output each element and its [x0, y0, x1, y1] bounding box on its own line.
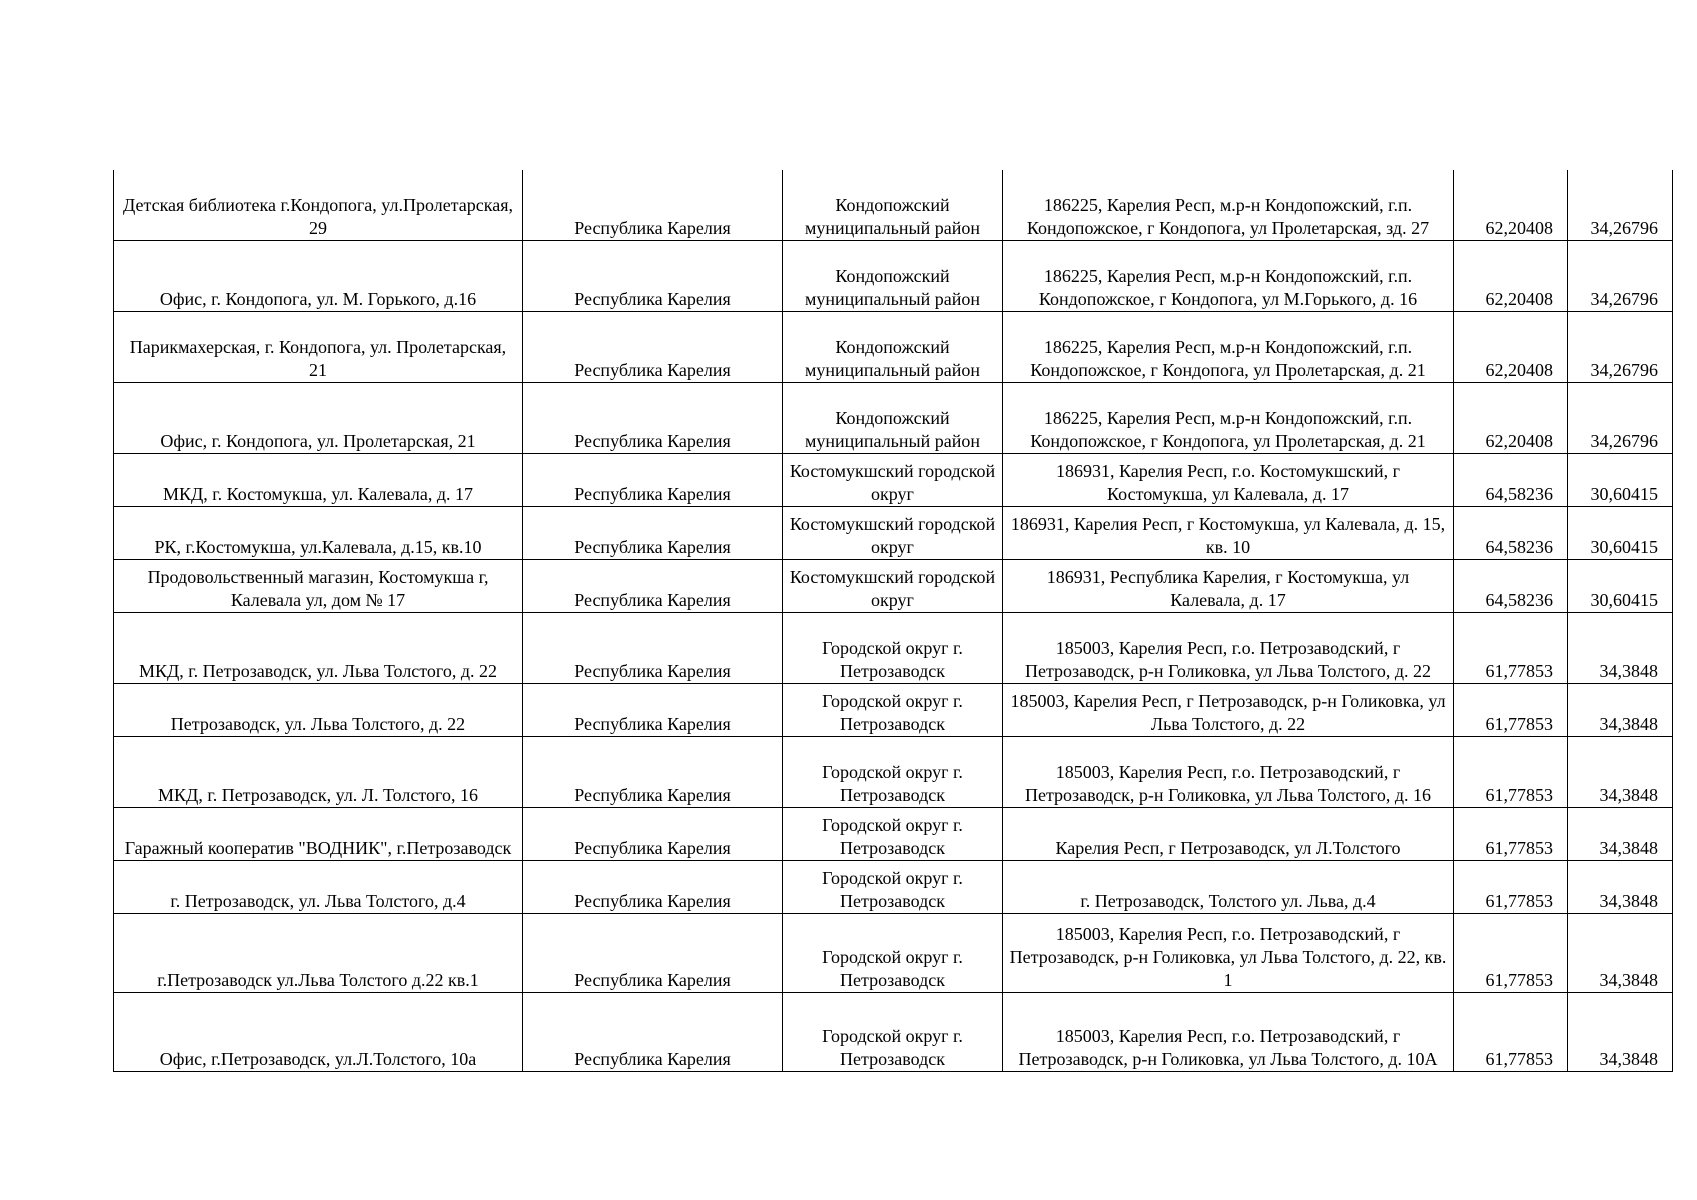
latitude-cell: 61,77853 [1454, 736, 1568, 807]
table-row [114, 736, 1673, 807]
object-name-cell: г.Петрозаводск ул.Льва Толстого д.22 кв.1 [114, 913, 523, 992]
latitude-cell: 64,58236 [1454, 506, 1568, 559]
object-name-cell: Парикмахерская, г. Кондопога, ул. Пролетарская, 21 [114, 311, 523, 382]
table-row [114, 860, 1673, 913]
region-cell: Республика Карелия [523, 559, 783, 612]
district-cell: Кондопожский муниципальный район [783, 382, 1003, 453]
address-table [113, 170, 1673, 1072]
district-cell: Костомукшский городской округ [783, 453, 1003, 506]
longitude-cell: 34,26796 [1568, 170, 1673, 240]
region-cell: Республика Карелия [523, 240, 783, 311]
object-name-cell: Детская библиотека г.Кондопога, ул.Пролетарская, 29 [114, 170, 523, 240]
region-cell: Республика Карелия [523, 807, 783, 860]
longitude-cell: 30,60415 [1568, 506, 1673, 559]
latitude-cell: 64,58236 [1454, 559, 1568, 612]
district-cell: Городской округ г. Петрозаводск [783, 913, 1003, 992]
district-cell: Кондопожский муниципальный район [783, 311, 1003, 382]
longitude-cell: 30,60415 [1568, 559, 1673, 612]
table-row [114, 683, 1673, 736]
region-cell: Республика Карелия [523, 453, 783, 506]
district-cell: Кондопожский муниципальный район [783, 240, 1003, 311]
address-cell: 185003, Карелия Респ, г.о. Петрозаводский, г Петрозаводск, р-н Голиковка, ул Льва Толстого, д. 22 [1003, 612, 1454, 683]
table-row [114, 807, 1673, 860]
latitude-cell: 61,77853 [1454, 860, 1568, 913]
address-cell: 186225, Карелия Респ, м.р-н Кондопожский, г.п. Кондопожское, г Кондопога, ул Пролетарская, д. 21 [1003, 311, 1454, 382]
district-cell: Городской округ г. Петрозаводск [783, 683, 1003, 736]
object-name-cell: г. Петрозаводск, ул. Льва Толстого, д.4 [114, 860, 523, 913]
region-cell: Республика Карелия [523, 612, 783, 683]
address-cell: Карелия Респ, г Петрозаводск, ул Л.Толстого [1003, 807, 1454, 860]
address-cell: 186225, Карелия Респ, м.р-н Кондопожский, г.п. Кондопожское, г Кондопога, ул М.Горького, д. 16 [1003, 240, 1454, 311]
longitude-cell: 34,3848 [1568, 913, 1673, 992]
longitude-cell: 34,26796 [1568, 382, 1673, 453]
latitude-cell: 61,77853 [1454, 992, 1568, 1071]
table-row [114, 992, 1673, 1071]
longitude-cell: 34,3848 [1568, 736, 1673, 807]
region-cell: Республика Карелия [523, 992, 783, 1071]
latitude-cell: 61,77853 [1454, 807, 1568, 860]
region-cell: Республика Карелия [523, 736, 783, 807]
district-cell: Кондопожский муниципальный район [783, 170, 1003, 240]
address-cell: 186931, Карелия Респ, г.о. Костомукшский, г Костомукша, ул Калевала, д. 17 [1003, 453, 1454, 506]
address-cell: 185003, Карелия Респ, г Петрозаводск, р-н Голиковка, ул Льва Толстого, д. 22 [1003, 683, 1454, 736]
longitude-cell: 34,3848 [1568, 807, 1673, 860]
address-cell: 185003, Карелия Респ, г.о. Петрозаводский, г Петрозаводск, р-н Голиковка, ул Льва Толстого, д. 16 [1003, 736, 1454, 807]
longitude-cell: 34,26796 [1568, 240, 1673, 311]
address-cell: 186225, Карелия Респ, м.р-н Кондопожский, г.п. Кондопожское, г Кондопога, ул Пролетарская, д. 21 [1003, 382, 1454, 453]
latitude-cell: 64,58236 [1454, 453, 1568, 506]
district-cell: Городской округ г. Петрозаводск [783, 736, 1003, 807]
address-cell: 185003, Карелия Респ, г.о. Петрозаводский, г Петрозаводск, р-н Голиковка, ул Льва Толстого, д. 22, кв. 1 [1003, 913, 1454, 992]
table-row [114, 612, 1673, 683]
table-row [114, 913, 1673, 992]
latitude-cell: 61,77853 [1454, 913, 1568, 992]
latitude-cell: 62,20408 [1454, 240, 1568, 311]
region-cell: Республика Карелия [523, 506, 783, 559]
object-name-cell: МКД, г. Петрозаводск, ул. Л. Толстого, 16 [114, 736, 523, 807]
address-cell: г. Петрозаводск, Толстого ул. Льва, д.4 [1003, 860, 1454, 913]
latitude-cell: 61,77853 [1454, 683, 1568, 736]
region-cell: Республика Карелия [523, 170, 783, 240]
region-cell: Республика Карелия [523, 683, 783, 736]
object-name-cell: Гаражный кооператив "ВОДНИК", г.Петрозаводск [114, 807, 523, 860]
address-cell: 186931, Республика Карелия, г Костомукша, ул Калевала, д. 17 [1003, 559, 1454, 612]
object-name-cell: РК, г.Костомукша, ул.Калевала, д.15, кв.10 [114, 506, 523, 559]
object-name-cell: МКД, г. Петрозаводск, ул. Льва Толстого, д. 22 [114, 612, 523, 683]
table-row [114, 559, 1673, 612]
address-cell: 185003, Карелия Респ, г.о. Петрозаводский, г Петрозаводск, р-н Голиковка, ул Льва Толстого, д. 10А [1003, 992, 1454, 1071]
latitude-cell: 62,20408 [1454, 382, 1568, 453]
region-cell: Республика Карелия [523, 913, 783, 992]
latitude-cell: 61,77853 [1454, 612, 1568, 683]
longitude-cell: 34,3848 [1568, 683, 1673, 736]
table-row [114, 506, 1673, 559]
district-cell: Костомукшский городской округ [783, 559, 1003, 612]
table-row [114, 240, 1673, 311]
address-cell: 186931, Карелия Респ, г Костомукша, ул Калевала, д. 15, кв. 10 [1003, 506, 1454, 559]
latitude-cell: 62,20408 [1454, 170, 1568, 240]
longitude-cell: 34,3848 [1568, 992, 1673, 1071]
district-cell: Городской округ г. Петрозаводск [783, 992, 1003, 1071]
table-row [114, 311, 1673, 382]
address-cell: 186225, Карелия Респ, м.р-н Кондопожский, г.п. Кондопожское, г Кондопога, ул Пролетарская, зд. 27 [1003, 170, 1454, 240]
district-cell: Городской округ г. Петрозаводск [783, 807, 1003, 860]
longitude-cell: 34,3848 [1568, 612, 1673, 683]
table-row [114, 382, 1673, 453]
object-name-cell: Офис, г. Кондопога, ул. М. Горького, д.16 [114, 240, 523, 311]
table-row [114, 170, 1673, 240]
district-cell: Городской округ г. Петрозаводск [783, 860, 1003, 913]
object-name-cell: Петрозаводск, ул. Льва Толстого, д. 22 [114, 683, 523, 736]
object-name-cell: Офис, г. Кондопога, ул. Пролетарская, 21 [114, 382, 523, 453]
object-name-cell: МКД, г. Костомукша, ул. Калевала, д. 17 [114, 453, 523, 506]
longitude-cell: 34,3848 [1568, 860, 1673, 913]
longitude-cell: 34,26796 [1568, 311, 1673, 382]
region-cell: Республика Карелия [523, 860, 783, 913]
object-name-cell: Продовольственный магазин, Костомукша г, Калевала ул, дом № 17 [114, 559, 523, 612]
latitude-cell: 62,20408 [1454, 311, 1568, 382]
district-cell: Костомукшский городской округ [783, 506, 1003, 559]
object-name-cell: Офис, г.Петрозаводск, ул.Л.Толстого, 10а [114, 992, 523, 1071]
longitude-cell: 30,60415 [1568, 453, 1673, 506]
region-cell: Республика Карелия [523, 382, 783, 453]
table-row [114, 453, 1673, 506]
district-cell: Городской округ г. Петрозаводск [783, 612, 1003, 683]
region-cell: Республика Карелия [523, 311, 783, 382]
